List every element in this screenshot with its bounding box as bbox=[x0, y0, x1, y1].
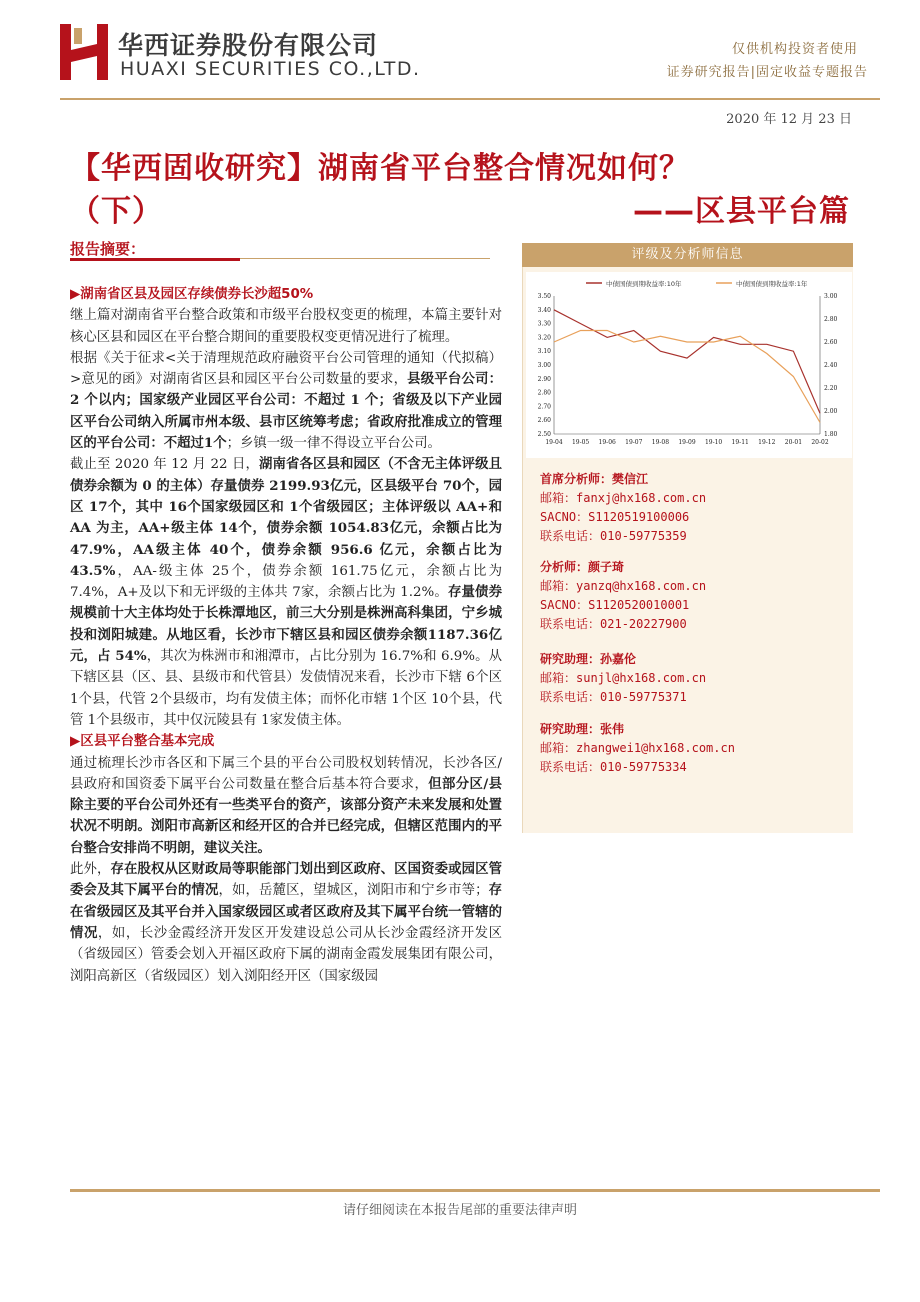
chart-background bbox=[526, 272, 852, 458]
paragraph bbox=[70, 859, 502, 987]
analyst-tel bbox=[540, 688, 706, 707]
y-tick-label-left: 3.50 bbox=[537, 293, 551, 300]
y-tick-label-left: 3.30 bbox=[537, 320, 551, 328]
analyst-tel bbox=[540, 527, 706, 546]
tel-value: 010-59775359 bbox=[600, 529, 687, 543]
y-tick-label-right: 2.40 bbox=[824, 362, 838, 369]
text-run: ，其次为株洲市和湘潭市，占比分别为 16.7%和 6.9%。从下辖区县（区、县、县级市和代管县）发债情况来看，长沙市下辖 6个区 1个县，代管 2个县级市，均有发债主体；而怀化市辖 1个区 10个县，代管 1个县级市，其中仅沅陵县有 1家发债主体。 bbox=[70, 649, 502, 728]
sac-label: SACNO： bbox=[540, 598, 589, 612]
paragraph bbox=[70, 348, 502, 454]
abstract-rule-accent bbox=[70, 258, 240, 261]
header-divider bbox=[60, 98, 880, 100]
paragraph: 继上篇对湖南省平台整合政策和市级平台股权变更的梳理，本篇主要针对核心区县和园区在平台整合期间的重要股权变更情况进行了梳理。 bbox=[70, 308, 502, 345]
text-run: 根据《关于征求<关于清理规范政府融资平台公司管理的通知（代拟稿）>意见的函》对湖南省区县和园区平台公司数量的要求， bbox=[70, 350, 502, 388]
tel-label: 联系电话： bbox=[540, 529, 601, 543]
analyst-email bbox=[540, 489, 706, 508]
analyst-card bbox=[540, 720, 735, 777]
report-date: 2020 年 12 月 23 日 bbox=[726, 112, 852, 127]
email-value: zhangwei1@hx168.com.cn bbox=[576, 741, 735, 755]
analyst-card bbox=[540, 470, 706, 546]
email-label: 邮箱： bbox=[540, 741, 577, 755]
analyst-email bbox=[540, 577, 706, 596]
abstract-body bbox=[70, 284, 502, 987]
text-run: ，如，长沙金霞经济开发区开发建设总公司从长沙金霞经济开发区（省级园区）管委会划入开福区政府下属的湖南金霞发展集团有限公司，浏阳高新区（省级园区）划入浏阳经开区（国家级园 bbox=[70, 925, 503, 984]
analyst-card bbox=[540, 558, 706, 634]
email-value: yanzq@hx168.com.cn bbox=[576, 579, 707, 593]
footer-divider bbox=[70, 1189, 880, 1192]
analyst-tel bbox=[540, 758, 735, 777]
text-run-bold: 县级平台公司：2 个以内；国家级产业园区平台公司：不超过 1 个；省级及以下产业园区平台公司纳入所属市州本级、县市区统筹考虑；省政府批准成立的管理区的平台公司：不超过1个 bbox=[70, 371, 503, 452]
y-tick-label-left: 3.40 bbox=[537, 306, 551, 314]
y-tick-label-right: 2.00 bbox=[824, 408, 838, 415]
report-title-line2-left: （下） bbox=[70, 194, 163, 229]
sac-label: SACNO： bbox=[540, 510, 589, 524]
analyst-role: 首席分析师：樊信江 bbox=[540, 472, 649, 486]
x-tick-label: 19-06 bbox=[598, 439, 616, 446]
analyst-email bbox=[540, 739, 735, 758]
analyst-role: 分析师：颜子琦 bbox=[540, 560, 625, 574]
text-run: 此外， bbox=[70, 862, 111, 878]
analyst-card bbox=[540, 650, 706, 707]
analyst-email bbox=[540, 669, 706, 688]
x-tick-label: 19-12 bbox=[758, 439, 776, 446]
company-name-cn: 华西证券股份有限公司 bbox=[118, 31, 379, 60]
text-run-bold: 存在股权从区财政局等职能部门划出到区政府、区国资委或园区管委会及其下属平台的情况 bbox=[70, 861, 503, 899]
y-tick-label-left: 2.60 bbox=[537, 417, 551, 425]
tel-label: 联系电话： bbox=[540, 690, 601, 704]
email-label: 邮箱： bbox=[540, 671, 577, 685]
analyst-tel bbox=[540, 615, 706, 634]
x-tick-label: 19-11 bbox=[731, 439, 749, 446]
email-value: fanxj@hx168.com.cn bbox=[576, 491, 707, 505]
paragraph bbox=[70, 454, 502, 731]
y-tick-label-left: 2.80 bbox=[537, 389, 551, 397]
legend-label: 中债国债到期收益率:1年 bbox=[736, 280, 808, 288]
analyst-sac bbox=[540, 596, 706, 615]
email-label: 邮箱： bbox=[540, 579, 577, 593]
y-tick-label-left: 2.70 bbox=[537, 403, 551, 411]
report-title-line1: 【华西固收研究】湖南省平台整合情况如何？ bbox=[70, 151, 690, 186]
text-run: 截止至 2020 年 12 月 22 日， bbox=[70, 457, 259, 473]
sac-value: S1120519100006 bbox=[588, 510, 690, 524]
x-tick-label: 20-02 bbox=[811, 439, 829, 446]
legend-label: 中债国债到期收益率:10年 bbox=[606, 280, 682, 288]
section-heading: ▶区县平台整合基本完成 bbox=[70, 734, 215, 750]
y-tick-label-left: 2.90 bbox=[537, 375, 551, 383]
x-tick-label: 19-04 bbox=[545, 439, 563, 446]
y-tick-label-left: 3.00 bbox=[537, 362, 551, 369]
tel-value: 021-20227900 bbox=[600, 617, 687, 631]
text-run-bold: 湖南省各区县和园区（不含无主体评级且债券余额为 0 的主体）存量债券 2199.93亿元，区县级平台 70个，园区 17个，其中 16个国家级园区和 1个省级园区；主体评级以 AA+和 AA 为主，AA+级主体 14个，债券余额 1054.83亿元，余额占比为 47.9%，AA级主体 40个，债券余额 956.6 亿元，余额占比为 43.5% bbox=[70, 456, 502, 579]
x-tick-label: 19-10 bbox=[704, 439, 723, 446]
y-tick-label-right: 3.00 bbox=[824, 293, 838, 300]
x-tick-label: 19-05 bbox=[571, 439, 590, 446]
x-tick-label: 20-01 bbox=[784, 439, 803, 446]
analyst-panel-header: 评级及分析师信息 bbox=[522, 243, 853, 267]
email-value: sunjl@hx168.com.cn bbox=[576, 671, 707, 685]
text-run-bold: 但部分区/县除主要的平台公司外还有一些类平台的资产，该部分资产未来发展和处置状况不明朗。浏阳市高新区和经开区的合并已经完成，但辖区范围内的平台整合安排尚不明朗，建议关注。 bbox=[70, 775, 502, 856]
analyst-role: 研究助理：孙嘉伦 bbox=[540, 652, 637, 666]
company-name-en: HUAXI SECURITIES CO.,LTD. bbox=[120, 58, 421, 80]
y-tick-label-right: 2.80 bbox=[824, 316, 838, 323]
tel-label: 联系电话： bbox=[540, 760, 601, 774]
sac-value: S1120520010001 bbox=[588, 598, 690, 612]
tel-value: 010-59775334 bbox=[600, 760, 687, 774]
x-tick-label: 19-07 bbox=[625, 439, 643, 446]
company-logo bbox=[60, 24, 108, 80]
analyst-sac bbox=[540, 508, 706, 527]
y-tick-label-right: 2.20 bbox=[824, 385, 838, 392]
tel-value: 010-59775371 bbox=[600, 690, 687, 704]
audience-note: 仅供机构投资者使用 bbox=[731, 42, 858, 57]
legal-notice: 请仔细阅读在本报告尾部的重要法律声明 bbox=[342, 1203, 577, 1218]
x-tick-label: 19-08 bbox=[651, 439, 670, 446]
report-title-line2-right: ——区县平台篇 bbox=[633, 194, 850, 229]
y-tick-label-right: 2.60 bbox=[824, 339, 838, 346]
y-tick-label-right: 1.80 bbox=[824, 431, 838, 438]
email-label: 邮箱： bbox=[540, 491, 577, 505]
abstract-rule bbox=[240, 258, 490, 259]
tel-label: 联系电话： bbox=[540, 617, 601, 631]
analyst-role: 研究助理：张伟 bbox=[540, 722, 625, 736]
y-tick-label-left: 2.50 bbox=[537, 431, 551, 438]
section-heading: ▶湖南省区县及园区存续债券长沙超50% bbox=[70, 287, 314, 302]
text-run: 通过梳理长沙市各区和下属三个县的平台公司股权划转情况，长沙各区/县政府和国资委下属平台公司数量在整合后基本符合要求， bbox=[70, 755, 502, 792]
text-run-bold: 存在省级园区及其平台并入国家级园区或者区政府及其下属平台统一管辖的情况 bbox=[70, 882, 503, 941]
text-run: ，如，岳麓区，望城区，浏阳市和宁乡市等； bbox=[218, 883, 489, 899]
x-tick-label: 19-09 bbox=[678, 439, 696, 446]
y-tick-label-left: 3.20 bbox=[537, 334, 551, 342]
report-category: 证券研究报告|固定收益专题报告 bbox=[666, 65, 868, 80]
text-run: ，AA-级主体 25个，债券余额 161.75亿元，余额占比为 7.4%，A+及以下和无评级的主体共 7家，余额占比为 1.2%。 bbox=[70, 563, 502, 601]
yield-chart bbox=[526, 272, 852, 458]
paragraph bbox=[70, 753, 502, 859]
abstract-label: 报告摘要： bbox=[70, 240, 146, 258]
text-run: ；乡镇一级一律不得设立平台公司。 bbox=[226, 436, 441, 452]
y-tick-label-left: 3.10 bbox=[537, 348, 551, 356]
text-run-bold: 存量债券规模前十大主体均处于长株潭地区，前三大分别是株洲高科集团，宁乡城投和浏阳城建。从地区看，长沙市下辖区县和园区债券余额1187.36亿元，占 54% bbox=[70, 584, 502, 665]
